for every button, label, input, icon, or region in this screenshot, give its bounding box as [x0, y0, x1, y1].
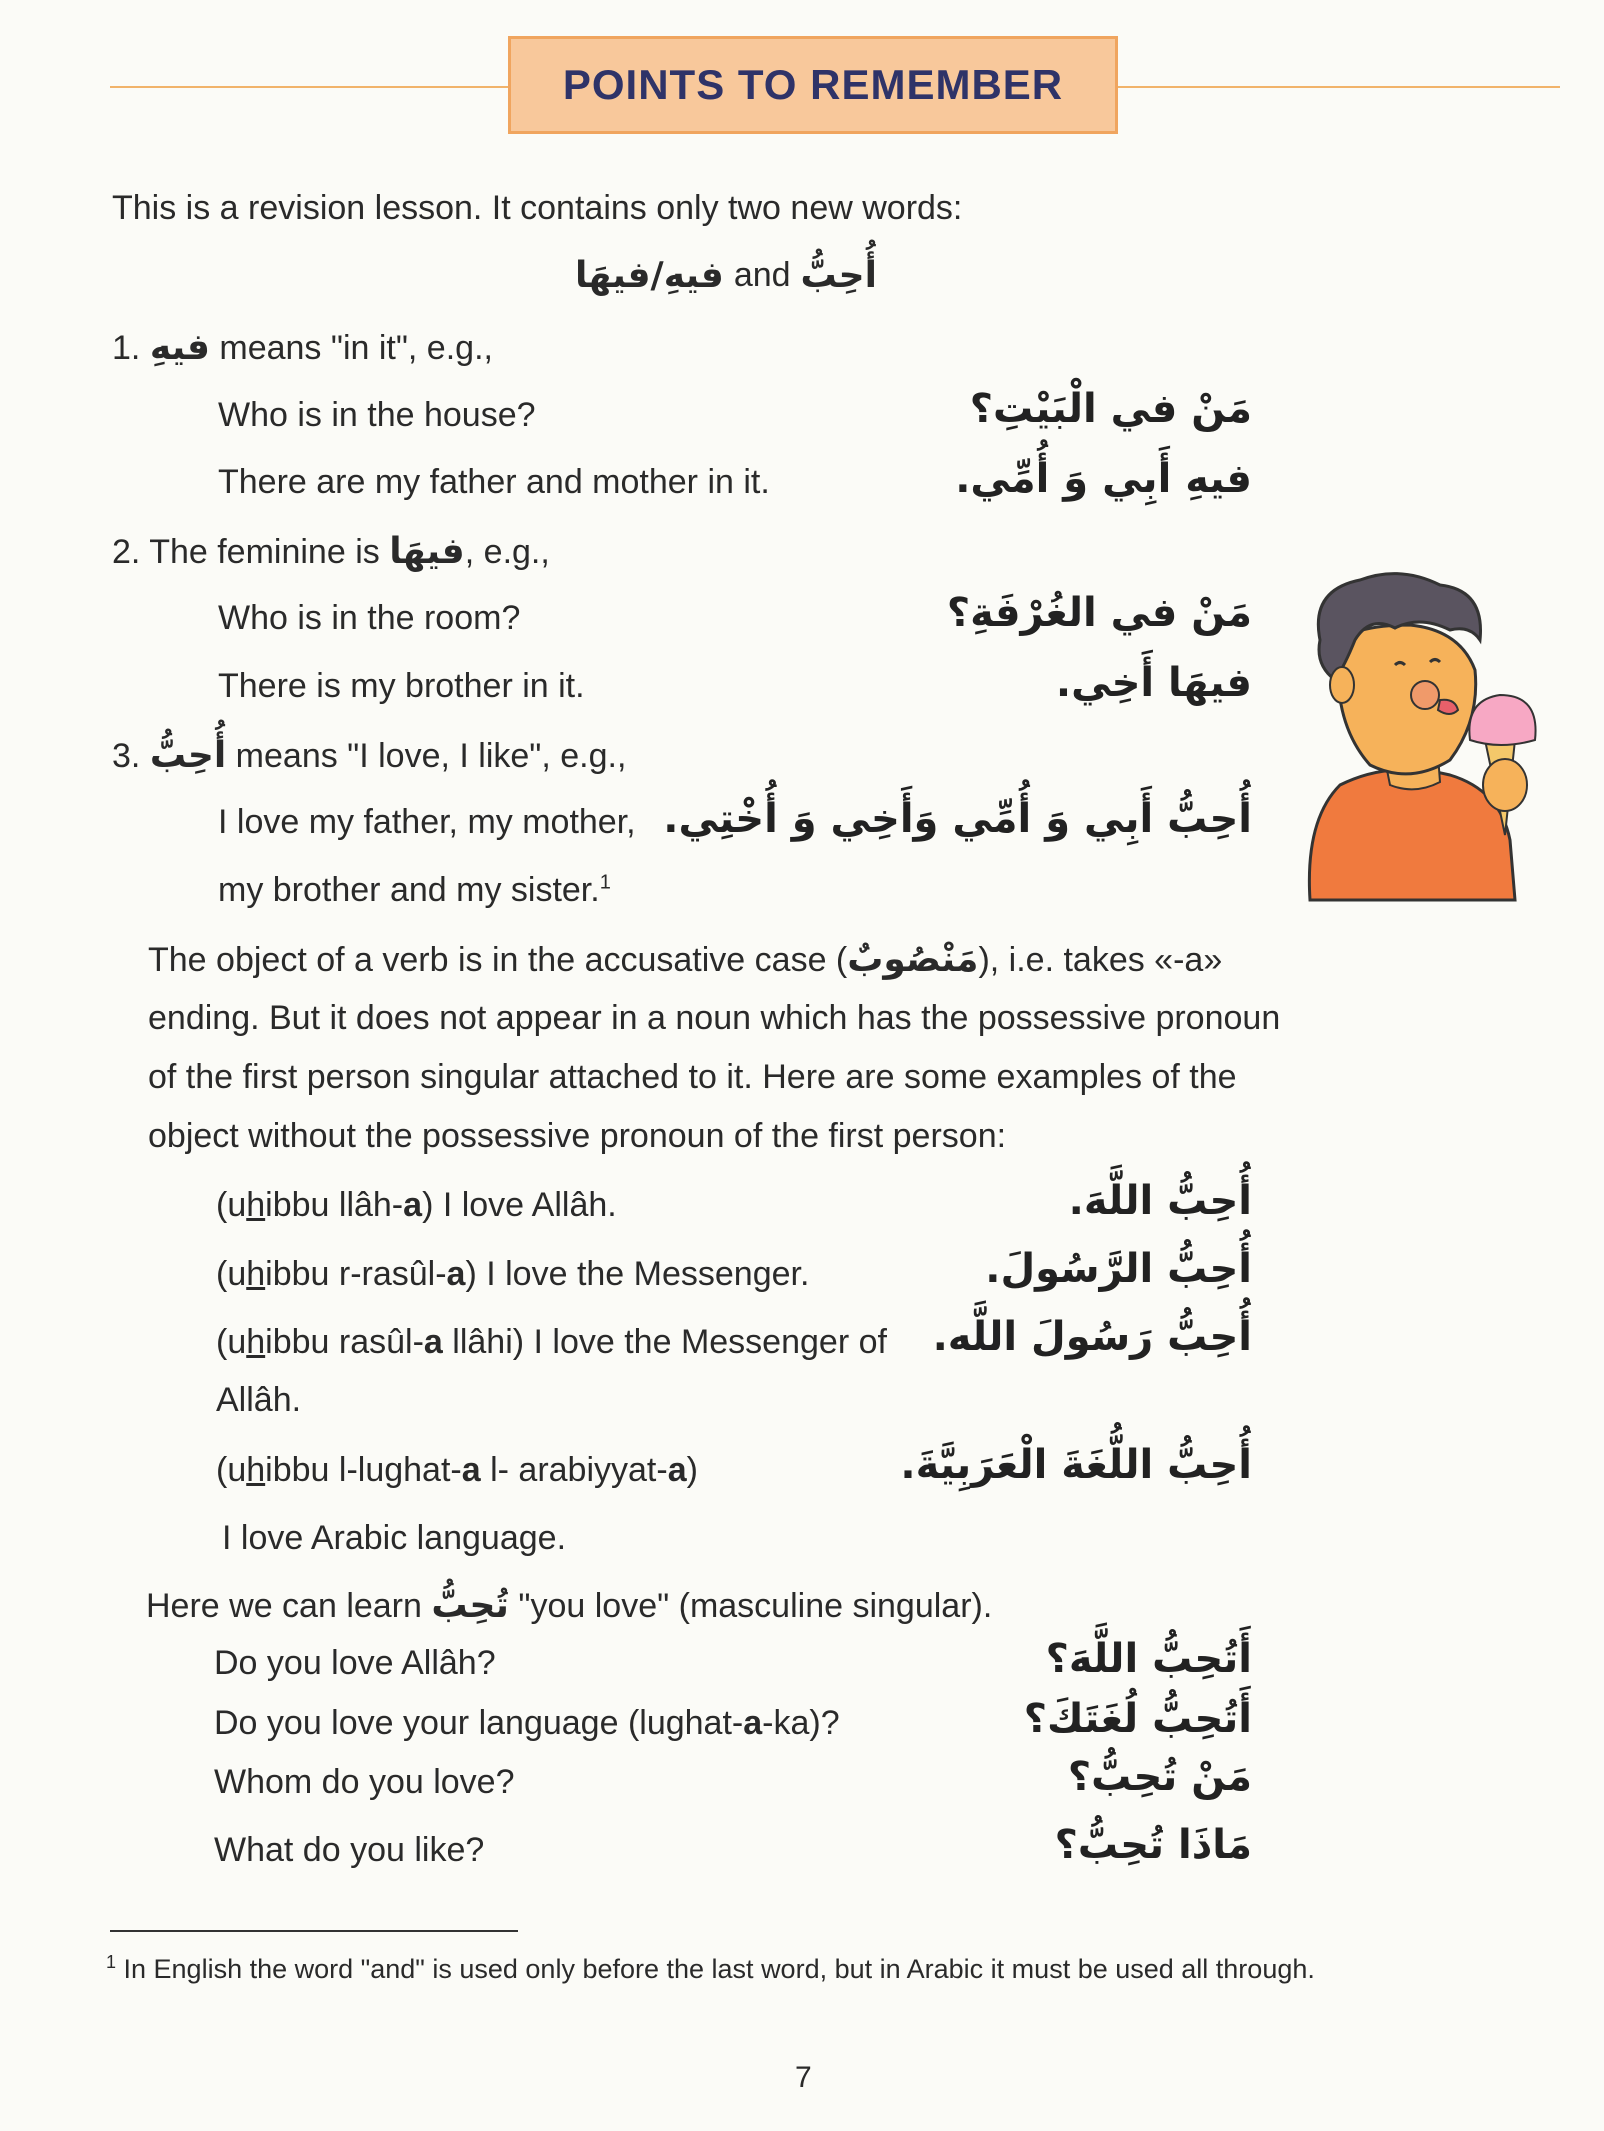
object-example-2-ar: أُحِبُّ الرَّسُولَ.	[985, 1246, 1252, 1292]
point3-example-en-2: my brother and my sister.$^1$	[218, 871, 611, 909]
footnote-ref: 1	[599, 871, 611, 894]
point1-text: means "in it", e.g.,	[219, 329, 493, 367]
boy-with-ice-cream-illustration	[1300, 570, 1560, 910]
point1-word: فيهِ	[149, 327, 210, 368]
object-example-4-en: (uhibbu l-lughat-a l- arabiyyat-a)	[216, 1451, 698, 1489]
point1-example-2-ar: فيهِ أَبِي وَ أُمِّي.	[955, 456, 1252, 502]
point3-example-ar: أُحِبُّ أَبِي وَ أُمِّي وَأَخِي وَ أُخْتِي.	[663, 796, 1252, 842]
point2-example-1-ar: مَنْ في الغُرْفَةِ؟	[946, 590, 1252, 636]
accusative-line-4: object without the possessive pronoun of the first person:	[148, 1117, 1007, 1155]
footnote-rule	[110, 1930, 518, 1932]
point1-heading	[112, 326, 493, 369]
question-3-ar: مَنْ تُحِبُّ؟	[1067, 1754, 1252, 1800]
question-1-ar: أَتُحِبُّ اللَّهَ؟	[1045, 1636, 1252, 1682]
object-example-3-en-cont: Allâh.	[216, 1381, 302, 1419]
point2-text-after: , e.g.,	[464, 533, 550, 571]
tuhibbu-word: تُحِبُّ	[431, 1585, 509, 1626]
accusative-line-1: The object of a verb is in the accusative case (مَنْصُوبٌ), i.e. takes «-a»	[148, 939, 1223, 980]
page-title: POINTS TO REMEMBER	[562, 61, 1064, 108]
question-2-en: Do you love your language (lughat-a-ka)?	[214, 1704, 840, 1742]
object-example-2-en: (uhibbu r-rasûl-a) I love the Messenger.	[216, 1255, 810, 1293]
title-box	[508, 36, 1118, 134]
intro-word-uhibbu: أُحِبُّ	[800, 255, 877, 296]
footnote: $^1$ In English the word "and" is used only before the last word, but in Arabic it must be used all through.	[106, 1952, 1315, 1984]
point3-heading	[112, 734, 626, 777]
point2-example-1-en: Who is in the room?	[218, 599, 521, 637]
point2-word: فيهَا	[389, 531, 465, 572]
question-3-en: Whom do you love?	[214, 1763, 515, 1801]
mansub-word: مَنْصُوبٌ	[847, 939, 979, 980]
object-example-1-en: (uhibbu llâh-a) I love Allâh.	[216, 1186, 617, 1224]
point2-heading	[112, 530, 550, 573]
point3-word: أُحِبُّ	[149, 735, 227, 776]
question-4-ar: مَاذَا تُحِبُّ؟	[1054, 1822, 1252, 1868]
point1-example-2-en: There are my father and mother in it.	[218, 463, 770, 501]
intro-words	[575, 254, 877, 297]
page-number: 7	[795, 2061, 812, 2094]
point2-example-2-en: There is my brother in it.	[218, 667, 585, 705]
intro-word-fihi: فيهِ/فيهَا	[575, 255, 724, 296]
question-2-ar: أَتُحِبُّ لُغَتَكَ؟	[1023, 1696, 1252, 1742]
question-1-en: Do you love Allâh?	[214, 1644, 496, 1682]
intro-and: and	[733, 256, 791, 295]
point2-example-2-ar: فيهَا أَخِي.	[1055, 660, 1252, 706]
point2-text-before: The feminine is	[149, 533, 380, 571]
point3-number: 3.	[112, 737, 141, 775]
point1-example-1-ar: مَنْ في الْبَيْتِ؟	[969, 386, 1252, 432]
accusative-line-3: of the first person singular attached to it. Here are some examples of the	[148, 1058, 1237, 1096]
point3-text: means "I love, I like", e.g.,	[235, 737, 627, 775]
question-4-en: What do you like?	[214, 1831, 485, 1869]
point2-number: 2.	[112, 533, 141, 571]
object-example-4-en-2: I love Arabic language.	[222, 1519, 567, 1557]
header-rule-left	[110, 86, 510, 88]
object-example-4-ar: أُحِبُّ اللُّغَةَ الْعَرَبِيَّةَ.	[900, 1442, 1252, 1488]
intro-line: This is a revision lesson. It contains only two new words:	[112, 189, 963, 227]
point1-example-1-en: Who is in the house?	[218, 396, 536, 434]
accusative-line-2: ending. But it does not appear in a noun which has the possessive pronoun	[148, 999, 1281, 1037]
point3-example-en-1: I love my father, my mother,	[218, 803, 636, 841]
tuhibbu-line: Here we can learn تُحِبُّ "you love" (masculine singular).	[146, 1585, 993, 1626]
point1-number: 1.	[112, 329, 141, 367]
header-rule-right	[1118, 86, 1560, 88]
footnote-mark: 1	[106, 1952, 117, 1972]
object-example-1-ar: أُحِبُّ اللَّهَ.	[1068, 1178, 1252, 1224]
object-example-3-en: (uhibbu rasûl-a llâhi) I love the Messenger of	[216, 1323, 887, 1361]
object-example-3-ar: أُحِبُّ رَسُولَ اللَّه.	[932, 1314, 1252, 1360]
